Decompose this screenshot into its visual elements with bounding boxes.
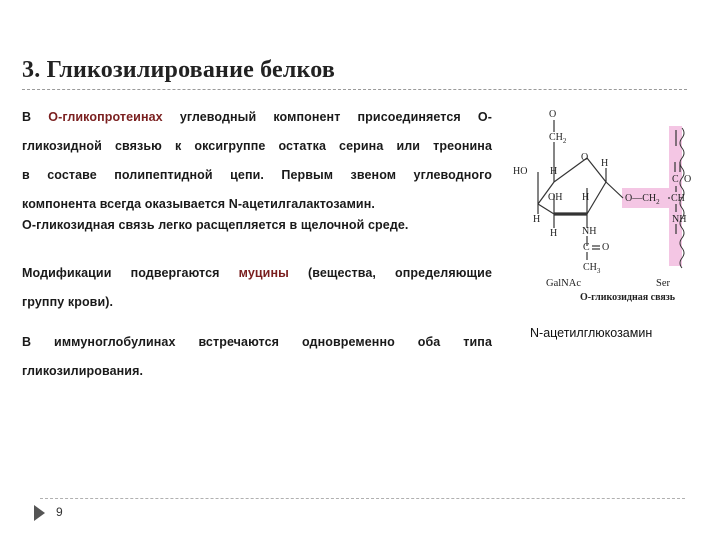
atom-oh: OH — [548, 192, 563, 203]
atom-h-c3: H — [533, 214, 541, 225]
atom-ho: HO — [513, 166, 528, 177]
paragraph1-prefix: В — [22, 110, 49, 124]
atom-o-ring: O — [581, 152, 589, 163]
paragraph1-line1-rest: углеводный компонент присоединяется О- — [162, 110, 492, 124]
paragraph1-line1 — [22, 103, 492, 132]
paragraph-immunoglobulins — [22, 328, 492, 386]
atom-c-ser: C — [672, 174, 679, 185]
ser-label: Ser — [656, 278, 670, 289]
mucins-term: муцины — [238, 266, 289, 280]
atom-nh-ser: NH — [672, 214, 687, 225]
image-caption: N-ацетилглюкозамин — [530, 326, 653, 340]
atom-o-ser: O — [684, 174, 692, 185]
atom-ch-ser: CH — [671, 193, 685, 204]
atom-c-eq: C — [583, 242, 590, 253]
title-divider — [22, 89, 687, 90]
slide-title: 3. Гликозилирование белков — [22, 57, 336, 83]
footer-divider — [40, 498, 685, 499]
atom-o-eq: O — [602, 242, 610, 253]
page-number: 9 — [56, 505, 63, 519]
o-glycosidic-bond-label: О-гликозидная связь — [580, 292, 676, 303]
paragraph4-line1: В иммуноглобулинах встречаются одновременно оба типа — [22, 335, 492, 349]
atom-ch2: $CH_2$ — [549, 132, 567, 145]
footer-arrow-icon — [34, 505, 45, 521]
atom-h-c1: H — [601, 158, 609, 169]
o-glycoproteins-term: О-гликопротеинах — [48, 110, 163, 124]
paragraph-o-glycoproteins — [22, 103, 492, 219]
paragraph3-prefix: Модификации подвергаются — [22, 266, 239, 280]
galnac-label: GalNAc — [546, 278, 581, 289]
paragraph3-line1-rest: (вещества, определяющие — [288, 266, 492, 280]
paragraph-mucins — [22, 259, 492, 317]
paragraph-alkaline-cleavage: О-гликозидная связь легко расщепляется в щелочной среде. — [22, 218, 409, 232]
atom-h-c3b: H — [550, 228, 558, 239]
paragraph3-line2: группу крови). — [22, 295, 114, 309]
paragraph1-line3: в составе полипептидной цепи. Первым звеном углеводного — [22, 168, 492, 182]
o-glycosidic-bond-diagram — [508, 102, 703, 307]
atom-nh: NH — [582, 226, 597, 237]
atom-o-top: O — [549, 109, 557, 120]
atom-ch3: $CH_3$ — [583, 262, 601, 275]
paragraph1-line4: компонента всегда оказывается N-ацетилгалактозамин. — [22, 197, 375, 211]
paragraph4-line2: гликозилирования. — [22, 364, 144, 378]
paragraph1-line2: гликозидной связью к оксигруппе остатка серина или треонина — [22, 139, 492, 153]
atom-h-c2: H — [582, 192, 590, 203]
paragraph3-line1 — [22, 259, 492, 288]
atom-h-c4: H — [550, 166, 558, 177]
atom-o-ch2: $O—CH_2$ — [625, 193, 660, 206]
